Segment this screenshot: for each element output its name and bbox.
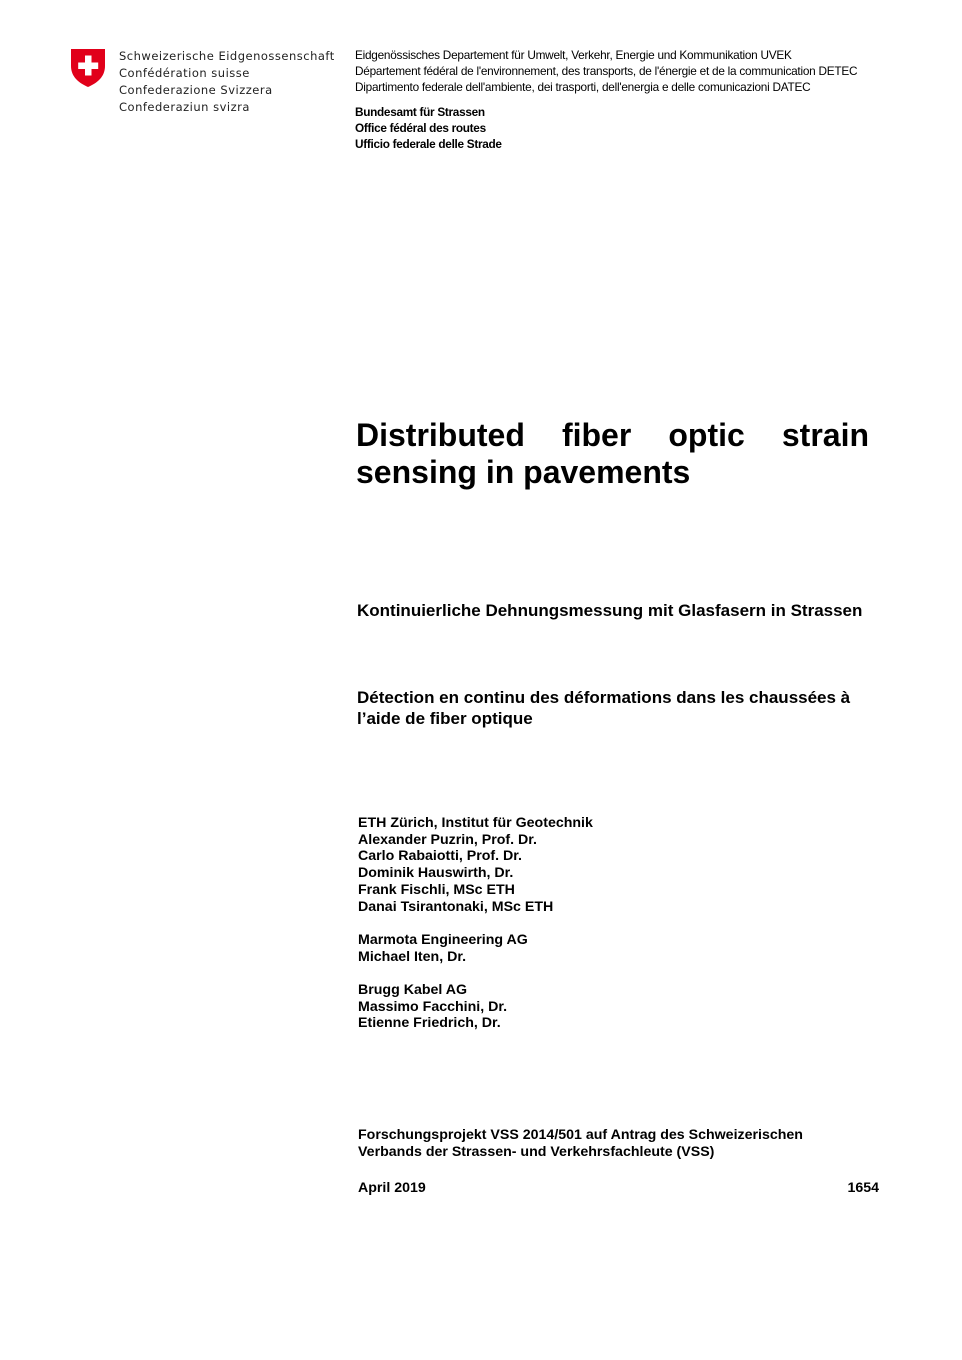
author-group-eth	[358, 815, 593, 915]
organization-name: Marmota Engineering AG	[358, 931, 528, 948]
office-line-it: Ufficio federale delle Strade	[355, 137, 502, 151]
organization-name: ETH Zürich, Institut für Geotechnik	[358, 815, 593, 831]
author-name: Massimo Facchini, Dr.	[358, 998, 508, 1015]
author-group-brugg	[358, 982, 593, 1032]
organization-name: Brugg Kabel AG	[358, 982, 468, 998]
confederation-name-it: Confederazione Svizzera	[119, 83, 273, 97]
title-line-2: sensing in pavements	[356, 454, 691, 490]
office-block	[355, 104, 502, 152]
report-number: 1654	[847, 1180, 879, 1196]
project-line-2: Verbands der Strassen- und Verkehrsfachleute (VSS)	[358, 1143, 715, 1160]
confederation-name-de: Schweizerische Eidgenossenschaft	[119, 49, 335, 63]
document-title	[356, 417, 869, 491]
department-line-it: Dipartimento federale dell'ambiente, dei trasporti, dell'energia e delle comunicazioni DATEC	[355, 80, 811, 94]
office-line-de: Bundesamt für Strassen	[355, 105, 485, 119]
author-name: Michael Iten, Dr.	[358, 948, 467, 965]
author-name: Frank Fischli, MSc ETH	[358, 881, 515, 898]
department-line-de: Eidgenössisches Departement für Umwelt, Verkehr, Energie und Kommunikation UVEK	[355, 48, 792, 62]
author-name: Etienne Friedrich, Dr.	[358, 1015, 501, 1032]
author-list	[358, 815, 593, 1049]
author-name: Carlo Rabaiotti, Prof. Dr.	[358, 848, 522, 865]
confederation-name-rm: Confederaziun svizra	[119, 100, 250, 114]
confederation-name-fr: Confédération suisse	[119, 66, 250, 80]
confederation-names	[119, 48, 335, 116]
subtitle-german: Kontinuierliche Dehnungsmessung mit Glasfasern in Strassen	[357, 601, 863, 620]
author-name: Dominik Hauswirth, Dr.	[358, 865, 514, 882]
subtitle-french: Détection en continu des déformations dans les chaussées à l’aide de fiber optique	[357, 688, 851, 728]
author-name: Alexander Puzrin, Prof. Dr.	[358, 831, 537, 848]
author-name: Danai Tsirantonaki, MSc ETH	[358, 898, 554, 915]
department-block	[355, 47, 857, 95]
department-line-fr: Département fédéral de l'environnement, des transports, de l'énergie et de la communication DETEC	[355, 64, 858, 78]
office-line-fr: Office fédéral des routes	[355, 121, 486, 135]
swiss-coat-of-arms-icon	[70, 48, 106, 88]
title-line-1: Distributed fiber optic strain	[356, 417, 869, 453]
author-group-marmota	[358, 932, 593, 965]
project-description	[358, 1127, 878, 1160]
publication-date: April 2019	[358, 1180, 426, 1196]
project-line-1: Forschungsprojekt VSS 2014/501 auf Antrag des Schweizerischen	[358, 1127, 803, 1143]
